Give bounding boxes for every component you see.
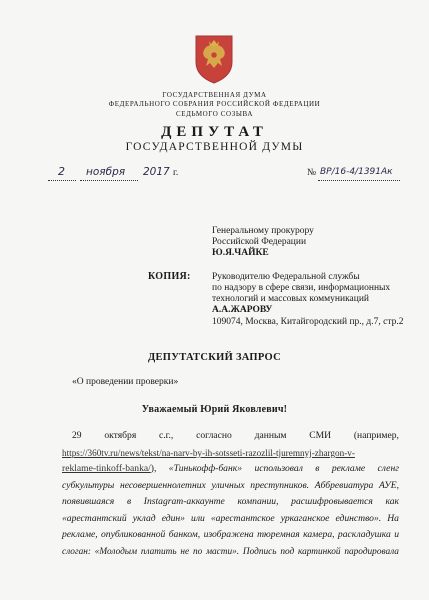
number-underline — [318, 180, 400, 181]
header-line-2: ФЕДЕРАЛЬНОГО СОБРАНИЯ РОССИЙСКОЙ ФЕДЕРАЦИИ — [108, 100, 321, 108]
copy-line-2: по надзору в сфере связи, информационных — [212, 283, 391, 293]
news-link[interactable]: https://360tv.ru/news/tekst/na-narv-by-ih-sotsseti-razozlil-tjuremnyj-zhargon-v- — [62, 447, 355, 458]
document-title: ДЕПУТАТСКИЙ ЗАПРОС — [147, 352, 282, 363]
news-link-continued[interactable]: reklame-tinkoff-banka/ — [62, 463, 151, 474]
copy-line-1: Руководителю Федеральной службы — [212, 272, 360, 282]
copy-name: А.А.ЖАРОВУ — [212, 305, 273, 315]
addressee-line-2: Российской Федерации — [212, 237, 307, 247]
date-suffix: г. — [173, 168, 179, 178]
header-subtitle: ГОСУДАРСТВЕННОЙ ДУМЫ — [125, 141, 304, 153]
copy-address: 109074, Москва, Китайгородский пр., д.7, стр.2 — [212, 317, 404, 327]
copy-label: КОПИЯ: — [148, 271, 191, 282]
date-day: 2 — [58, 165, 65, 178]
salutation: Уважаемый Юрий Яковлевич! — [141, 404, 288, 415]
header-title: ДЕПУТАТ — [161, 124, 268, 140]
date-month-underline — [80, 180, 138, 181]
body-line-8: слоган: «Молодым платить не по масти». Подпись под картинкой пародировала — [62, 546, 399, 557]
body-line-2 — [62, 445, 399, 462]
header-line-1: ГОСУДАРСТВЕННАЯ ДУМА — [162, 91, 267, 99]
date-day-underline — [48, 180, 76, 181]
header-line-3: СЕДЬМОГО СОЗЫВА — [175, 110, 254, 118]
body-line-3: reklame-tinkoff-banka/), «Тинькофф-банк» использовал в рекламе сленг — [62, 463, 399, 474]
body-line-1: 29 октября с.г., согласно данным СМИ (например, — [72, 430, 399, 441]
date-year: 2017 — [143, 166, 170, 178]
addressee-name: Ю.Я.ЧАЙКЕ — [212, 248, 269, 258]
body-line-4: субкультуры несовершеннолетних уличных преступников. Аббревиатура АУЕ, — [62, 479, 399, 491]
date-month: ноября — [86, 166, 126, 178]
number-prefix: № — [307, 168, 317, 178]
document-subject: «О проведении проверки» — [72, 377, 179, 387]
body-line-6: «арестантский уклад един» или «арестантское уркаганское единство». На — [62, 512, 399, 524]
copy-line-3: технологий и массовых коммуникаций — [212, 294, 370, 304]
body-line-5: появившаяся в Instagram-аккаунте компании, расшифровывается как — [62, 496, 399, 507]
outgoing-number: ВР/16-4/1391Ак — [320, 167, 393, 177]
addressee-line-1: Генеральному прокурору — [212, 226, 314, 236]
coat-of-arms-icon — [192, 32, 236, 84]
body-line-7: рекламе, опубликованной банком, изображена тюремная камера, раскладушка и — [62, 529, 399, 540]
